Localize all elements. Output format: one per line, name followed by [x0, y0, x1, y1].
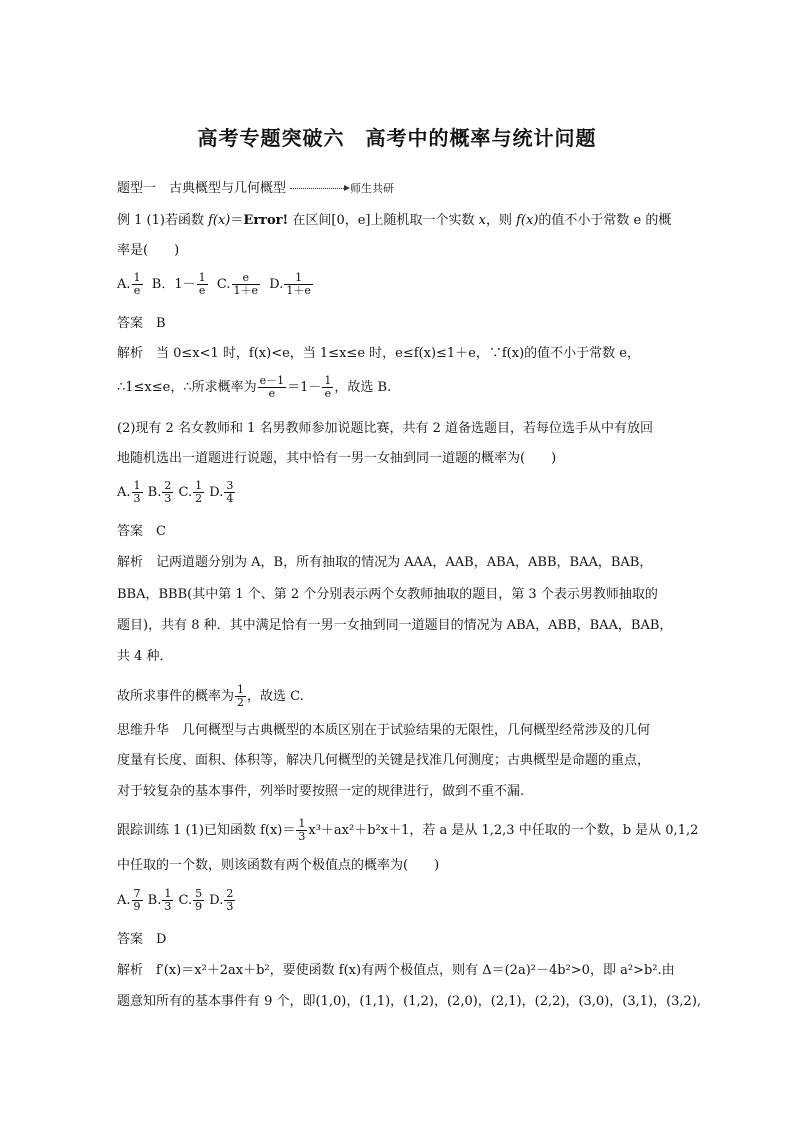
numerator: 1	[237, 683, 245, 696]
summary-line2: 度量有长度、面积、体积等，解决几何概型的关键是找准几何测度；古典概型是命题的重点，	[117, 753, 651, 768]
numerator: 1	[133, 479, 141, 492]
denominator: 3	[298, 830, 306, 843]
denominator: 3	[164, 492, 172, 505]
error-text: Error!	[243, 213, 289, 228]
fraction	[193, 480, 204, 505]
text: f(x)	[516, 213, 539, 228]
numerator: 1	[284, 272, 313, 285]
text: ，故选 B.	[334, 380, 392, 395]
example1-line2: 率是( )	[117, 243, 180, 258]
numerator: 1	[164, 887, 172, 900]
text: 跟踪训练 1 (1)已知函数 f(x)＝	[117, 823, 296, 838]
text: ，故选 C.	[247, 689, 304, 704]
text: f(x)	[208, 213, 231, 228]
denominator: e	[133, 284, 141, 297]
arrow-icon	[290, 188, 348, 189]
fraction	[284, 272, 313, 297]
denominator: e	[268, 387, 276, 400]
text: 在区间[0，e]上随机取一个实数	[288, 213, 479, 228]
numerator: 1	[298, 817, 306, 830]
numerator: 1	[198, 271, 206, 284]
fraction	[232, 272, 261, 297]
fraction	[162, 480, 173, 505]
text: ∴1≤x≤e，∴所求概率为	[117, 380, 257, 395]
denominator: 3	[164, 900, 172, 913]
denominator: 3	[226, 900, 234, 913]
section-heading: 题型一 古典概型与几何概型	[117, 181, 287, 196]
section-tag: 师生共研	[350, 182, 395, 195]
numerator: 5	[195, 887, 203, 900]
numerator: 1	[195, 479, 203, 492]
numerator: e	[232, 272, 261, 285]
summary-line3: 对于较复杂的基本事件，列举时要按照一定的规律进行，做到不重不漏.	[117, 784, 525, 799]
option-a: A.	[117, 277, 131, 292]
fraction	[132, 888, 143, 913]
option-b: B.	[143, 893, 162, 908]
text: x³＋ax²＋b²x＋1，若 a 是从 1,2,3 中任取的一个数，b 是从 0,1,2	[308, 823, 699, 838]
example1-options	[117, 272, 687, 297]
fraction	[258, 375, 287, 400]
section-heading-line	[117, 180, 687, 198]
fraction	[162, 888, 173, 913]
denominator: 9	[133, 900, 141, 913]
denominator: 3	[133, 492, 141, 505]
track-answer: 答案 D	[117, 932, 167, 947]
track-options	[117, 888, 687, 913]
example1-answer: 答案 B	[117, 316, 166, 331]
track-solution-line1: 解析 f′(x)＝x²＋2ax＋b²，要使函数 f(x)有两个极值点，则有 Δ＝(2a)²－4b²>0，即 a²>b².由	[117, 963, 675, 978]
denominator: 2	[195, 492, 203, 505]
option-b: B.	[143, 485, 162, 500]
denominator: 9	[195, 900, 203, 913]
text: ＝1－	[287, 380, 322, 395]
text: ，则	[485, 213, 517, 228]
track-line2: 中任取的一个数，则该函数有两个极值点的概率为( )	[117, 858, 440, 873]
denominator: 2	[237, 696, 245, 709]
text: 故所求事件的概率为	[117, 689, 235, 704]
fraction	[132, 480, 143, 505]
numerator: 7	[133, 887, 141, 900]
text: x	[478, 213, 486, 228]
example2-solution-line4: 共 4 种．	[117, 649, 173, 664]
numerator: e－1	[259, 374, 285, 387]
example2-solution-line3: 题目)，共有 8 种．其中满足恰有一男一女抽到同一道题目的情况为 ABA，ABB，BAA，BAB，	[117, 618, 673, 633]
fraction	[296, 818, 307, 843]
fraction	[132, 272, 143, 297]
numerator: 1	[133, 271, 141, 284]
denominator: e	[324, 387, 332, 400]
fraction	[197, 272, 208, 297]
text: ＝	[230, 213, 244, 228]
numerator: 3	[226, 479, 234, 492]
numerator: 2	[226, 887, 234, 900]
example2-solution-line2: BBA，BBB(其中第 1 个、第 2 个分别表示两个女教师抽取的题目，第 3 个表示男教师抽取的	[117, 587, 658, 602]
option-d: D.	[205, 485, 224, 500]
track-solution-line2: 题意知所有的基本事件有 9 个，即(1,0)，(1,1)，(1,2)，(2,0)，(2,1)，(2,2)，(3,0)，(3,1)，(3,2),	[117, 994, 702, 1009]
summary-line1: 思维升华 几何概型与古典概型的本质区别在于试验结果的无限性，几何概型经常涉及的几何	[117, 723, 651, 738]
option-a: A.	[117, 893, 131, 908]
example2-line1: (2)现有 2 名女教师和 1 名男教师参加说题比赛，共有 2 道备选题目，若每位选手从中有放回	[117, 421, 654, 436]
example1-line1	[117, 212, 687, 230]
example2-line2: 地随机选出一道题进行说题，其中恰有一男一女抽到同一道题的概率为( )	[117, 451, 557, 466]
example1-solution-line2	[117, 375, 687, 400]
option-d: D.	[269, 277, 284, 292]
track-line1	[117, 817, 699, 843]
example1-solution-line1: 解析 当 0≤x<1 时，f(x)<e，当 1≤x≤e 时，e≤f(x)≤1＋e，∵f(x)的值不小于常数 e，	[117, 346, 640, 361]
option-c: C.	[216, 277, 231, 292]
page-title: 高考专题突破六 高考中的概率与统计问题	[197, 126, 597, 150]
denominator: e	[198, 284, 206, 297]
option-d: D.	[205, 893, 224, 908]
fraction	[224, 480, 235, 505]
option-b: B．1－	[151, 277, 196, 292]
option-c: C.	[174, 485, 193, 500]
numerator: 1	[324, 374, 332, 387]
fraction	[235, 684, 246, 709]
option-c: C.	[174, 893, 193, 908]
numerator: 2	[164, 479, 172, 492]
example2-options	[117, 480, 687, 505]
text: 例 1 (1)若函数	[117, 213, 209, 228]
fraction	[193, 888, 204, 913]
example2-solution-line1: 解析 记两道题分别为 A，B，所有抽取的情况为 AAA，AAB，ABA，ABB，BAA，BAB，	[117, 555, 653, 570]
text: 的值不小于常数 e 的概	[538, 213, 672, 228]
fraction	[224, 888, 235, 913]
example2-answer: 答案 C	[117, 524, 166, 539]
denominator: 4	[226, 492, 234, 505]
denominator: 1＋e	[286, 284, 311, 297]
fraction	[322, 375, 333, 400]
option-a: A.	[117, 485, 131, 500]
example2-solution-line5	[117, 684, 687, 709]
denominator: 1＋e	[233, 284, 259, 297]
